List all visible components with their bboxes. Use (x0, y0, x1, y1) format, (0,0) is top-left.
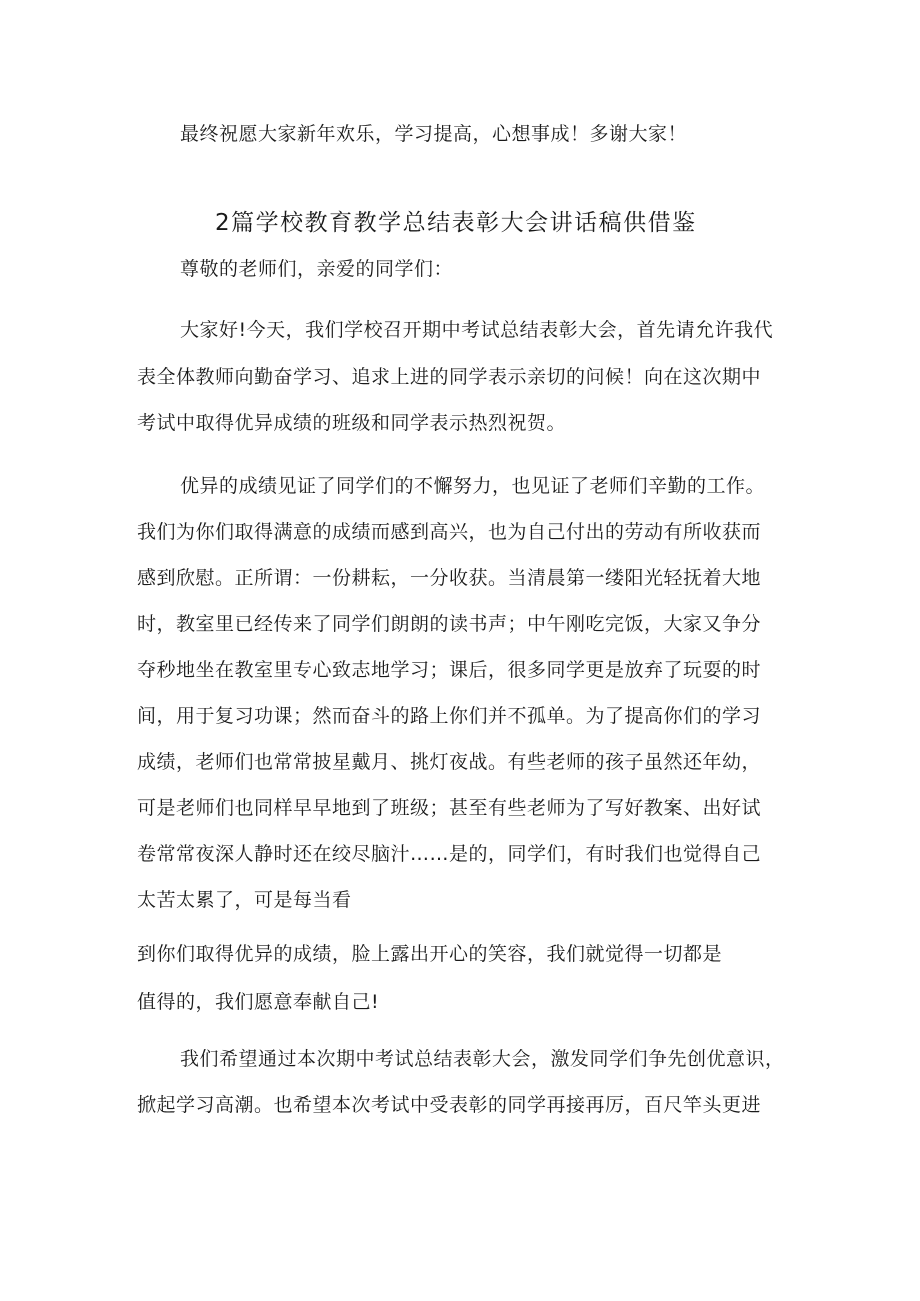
closing-line: 最终祝愿大家新年欢乐，学习提高，心想事成！多谢大家！ (180, 123, 688, 145)
salutation: 尊敬的老师们，亲爱的同学们： (180, 258, 454, 280)
paragraph-line: 太苦太累了，可是每当看 (137, 889, 352, 911)
paragraph-line: 我们希望通过本次期中考试总结表彰大会，激发同学们争先创优意识， (180, 1048, 785, 1070)
paragraph-line: 卷常常夜深人静时还在绞尽脑汁……是的，同学们，有时我们也觉得自己 (137, 843, 762, 865)
paragraph-line: 到你们取得优异的成绩，脸上露出开心的笑容，我们就觉得一切都是 (137, 943, 723, 965)
paragraph-line: 成绩，老师们也常常披星戴月、挑灯夜战。有些老师的孩子虽然还年幼， (137, 751, 762, 773)
paragraph-line: 优异的成绩见证了同学们的不懈努力，也见证了老师们辛勤的工作。 (180, 475, 766, 497)
paragraph-line: 时，教室里已经传来了同学们朗朗的读书声；中午刚吃完饭，大家又争分 (137, 613, 762, 635)
paragraph-line: 值得的，我们愿意奉献自己! (137, 991, 380, 1013)
paragraph-line: 掀起学习高潮。也希望本次考试中受表彰的同学再接再厉，百尺竿头更进 (137, 1094, 762, 1116)
paragraph-line: 感到欣慰。正所谓：一份耕耘，一分收获。当清晨第一缕阳光轻抚着大地 (137, 567, 762, 589)
paragraph-line: 可是老师们也同样早早地到了班级；甚至有些老师为了写好教案、出好试 (137, 797, 762, 819)
paragraph-line: 我们为你们取得满意的成绩而感到高兴，也为自己付出的劳动有所收获而 (137, 521, 762, 543)
paragraph-line: 表全体教师向勤奋学习、追求上进的同学表示亲切的问候！向在这次期中 (137, 366, 762, 388)
paragraph-line: 夺秒地坐在教室里专心致志地学习；课后，很多同学更是放弃了玩耍的时 (137, 659, 762, 681)
document-title: 2篇学校教育教学总结表彰大会讲话稿供借鉴 (215, 210, 697, 236)
paragraph-line: 考试中取得优异成绩的班级和同学表示热烈祝贺。 (137, 412, 567, 434)
paragraph-line: 间，用于复习功课；然而奋斗的路上你们并不孤单。为了提高你们的学习 (137, 705, 762, 727)
paragraph-line: 大家好!今天，我们学校召开期中考试总结表彰大会，首先请允许我代 (180, 319, 774, 341)
